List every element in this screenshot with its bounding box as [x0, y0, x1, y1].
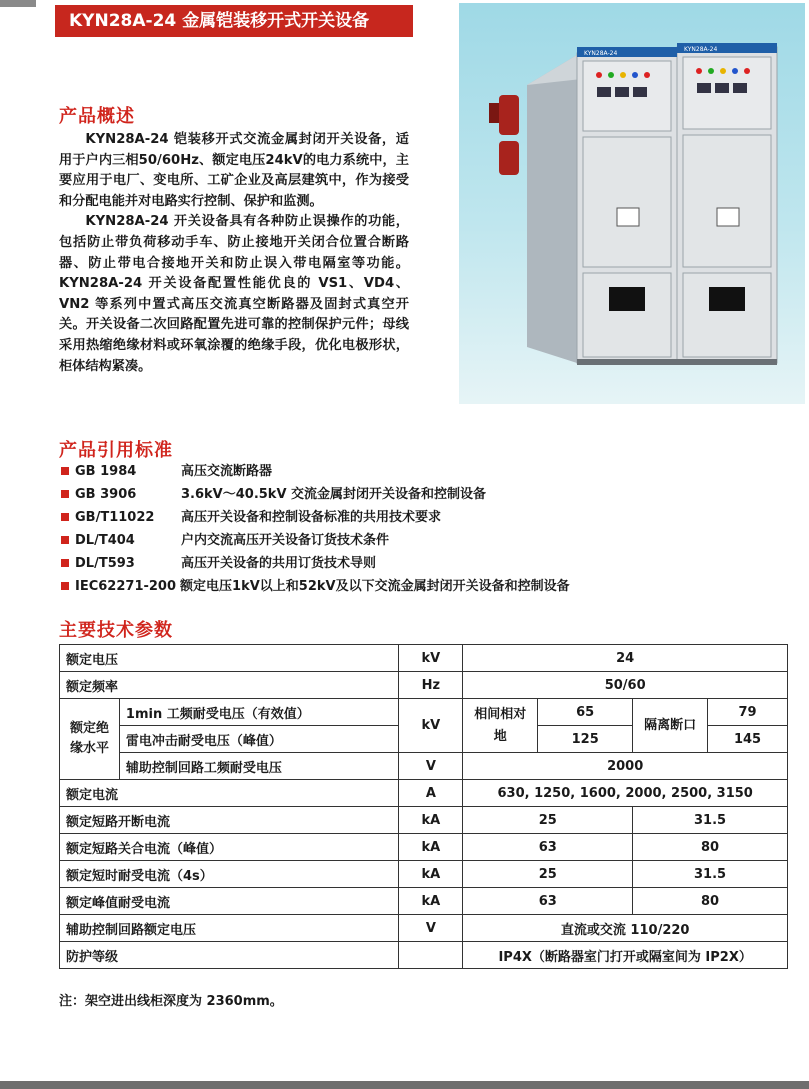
- cabinet-label-right: KYN28A-24: [684, 46, 718, 53]
- standard-item: DL/T593 高压开关设备的共用订货技术导则: [59, 552, 699, 575]
- table-row: 雷电冲击耐受电压（峰值） 125 145: [60, 726, 788, 753]
- viewing-window-right: [709, 287, 745, 311]
- table-row: 额定绝缘水平 1min 工频耐受电压（有效值） kV 相间相对地 65 隔离断口 79: [60, 699, 788, 726]
- table-row: 防护等级 IP4X（断路器室门打开或隔室间为 IP2X）: [60, 942, 788, 969]
- top-bar: [0, 0, 36, 7]
- page-title: KYN28A-24 金属铠装移开式开关设备: [55, 5, 413, 37]
- standards-list: [59, 460, 699, 598]
- table-row: 额定短时耐受电流（4s） kA 25 31.5: [60, 861, 788, 888]
- cabinet-label-left: KYN28A-24: [584, 50, 618, 57]
- switchgear-illustration: [459, 3, 805, 404]
- table-row: 额定峰值耐受电流 kA 63 80: [60, 888, 788, 915]
- product-photo: [459, 3, 805, 404]
- table-row: 额定短路关合电流（峰值） kA 63 80: [60, 834, 788, 861]
- table-row: 额定电流 A 630, 1250, 1600, 2000, 2500, 3150: [60, 780, 788, 807]
- overview-title: 产品概述: [59, 106, 135, 127]
- standard-item: GB 1984 高压交流断路器: [59, 460, 699, 483]
- breaker-window-left: [617, 208, 639, 226]
- breaker-door-left: [583, 137, 671, 267]
- table-row: 额定短路开断电流 kA 25 31.5: [60, 807, 788, 834]
- footnote: 注：架空进出线柜深度为 2360mm。: [59, 994, 283, 1009]
- cable-door-right: [683, 273, 771, 357]
- standard-item: GB/T11022 高压开关设备和控制设备标准的共用技术要求: [59, 506, 699, 529]
- insulation-group-label: 额定绝缘水平: [60, 699, 120, 780]
- table-row: 额定频率 Hz 50/60: [60, 672, 788, 699]
- overview-paragraph-2: KYN28A-24 开关设备具有各种防止误操作的功能，包括防止带负荷移动手车、防止接地开关闭合位置合断路器、防止带电合接地开关和防止误入带电隔室等功能。KYN28A-24 开关设备配置性能优良的 VS1、VD4、VN2 等系列中置式高压交流真空断路器及固封式真空开关。开关设备二次回路配置先进可靠的控制保护元件；母线采用热缩绝缘材料或环氧涂覆的绝缘手段，优化电极形状，柜体结构紧凑。: [59, 214, 409, 374]
- standard-item: GB 3906 3.6kV～40.5kV 交流金属封闭开关设备和控制设备: [59, 483, 699, 506]
- params-title: 主要技术参数: [59, 620, 173, 641]
- bullet-square-icon: [61, 467, 69, 475]
- params-table: [59, 644, 788, 969]
- table-row: 辅助控制回路额定电压 V 直流或交流 110/220: [60, 915, 788, 942]
- bullet-square-icon: [61, 490, 69, 498]
- cabinet-side: [527, 55, 577, 363]
- breaker-window-right: [717, 208, 739, 226]
- breaker-door-right: [683, 135, 771, 267]
- table-row: 额定电压 kV 24: [60, 645, 788, 672]
- bottom-bar: [0, 1081, 809, 1089]
- cable-door-left: [583, 273, 671, 357]
- bullet-square-icon: [61, 559, 69, 567]
- bullet-square-icon: [61, 536, 69, 544]
- overview-paragraph-1: KYN28A-24 铠装移开式交流金属封闭开关设备，适用于户内三相50/60Hz、额定电压24kV的电力系统中，主要应用于电厂、变电所、工矿企业及高层建筑中，作为接受和分配电能并对电路实行控制、保护和监测。: [59, 132, 409, 209]
- cabinet-base: [577, 359, 777, 365]
- overview-text: [59, 130, 409, 377]
- standard-item: DL/T404 户内交流高压开关设备订货技术条件: [59, 529, 699, 552]
- bushing-icon: [489, 95, 519, 175]
- bullet-square-icon: [61, 513, 69, 521]
- standards-title: 产品引用标准: [59, 440, 173, 461]
- standard-item: IEC62271-200 额定电压1kV以上和52kV及以下交流金属封闭开关设备和控制设备: [59, 575, 699, 598]
- bullet-square-icon: [61, 582, 69, 590]
- table-row: 辅助控制回路工频耐受电压 V 2000: [60, 753, 788, 780]
- viewing-window-left: [609, 287, 645, 311]
